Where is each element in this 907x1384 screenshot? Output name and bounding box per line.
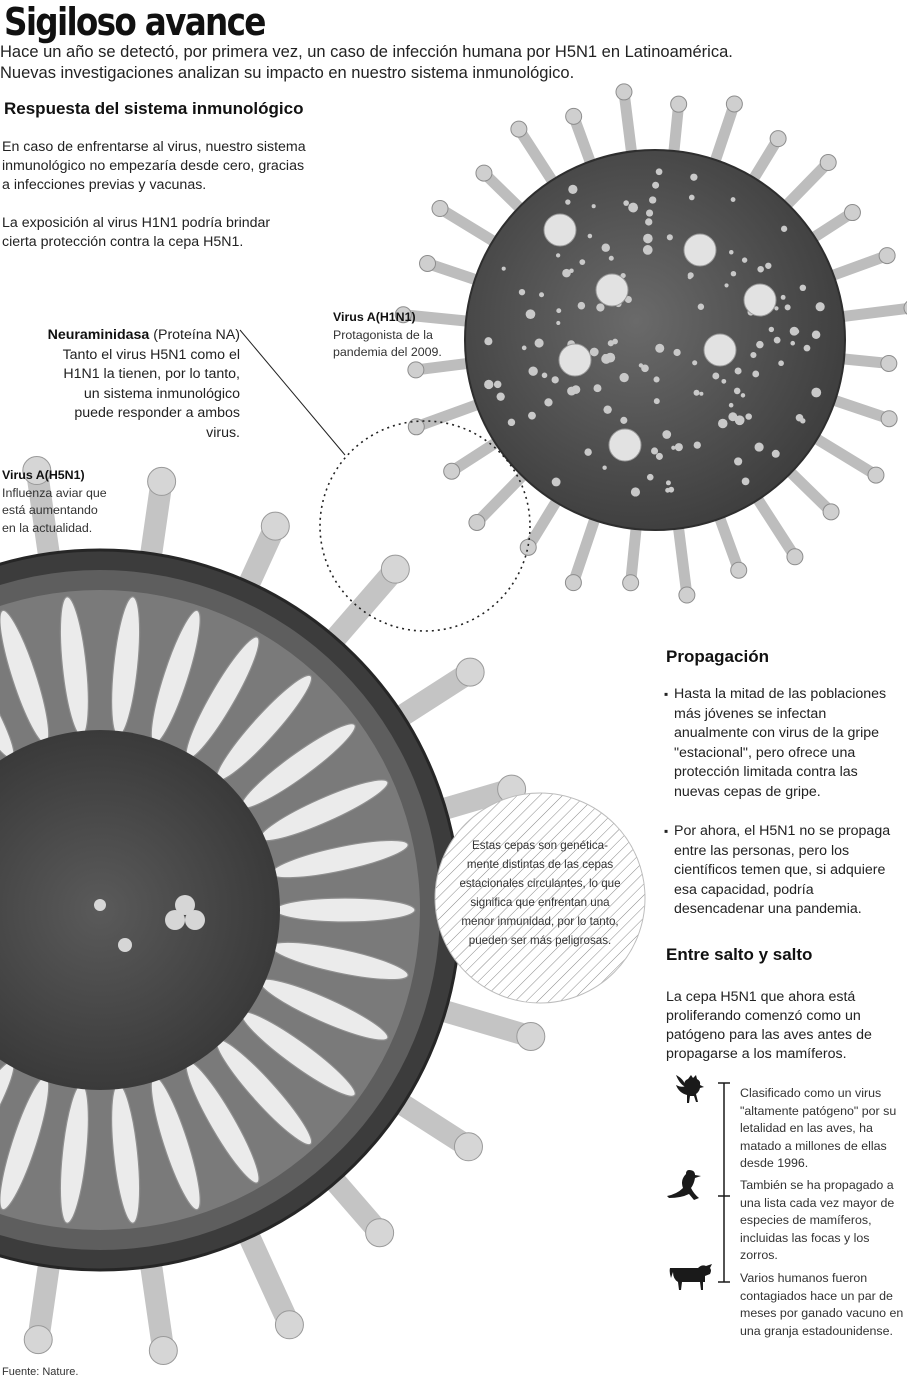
h1n1-surface-dot — [673, 349, 680, 356]
timeline-item-mammals: También se ha propagado a una lista cada vez mayor de especies de mamíferos, incluidas las focas y los zorros. — [740, 1178, 895, 1262]
salto-heading: Entre salto y salto — [666, 945, 813, 964]
h5n1-spike — [436, 1009, 531, 1037]
h1n1-surface-dot — [731, 197, 736, 202]
h1n1-surface-dot — [592, 204, 596, 208]
h1n1-surface-dot — [734, 457, 742, 465]
h1n1-surface-dot — [790, 341, 795, 346]
h1n1-spike-head — [420, 256, 436, 272]
h1n1-surface-dot — [804, 345, 811, 352]
cow-icon — [670, 1264, 712, 1290]
h1n1-surface-dot — [602, 243, 610, 251]
h1n1-surface-dot — [772, 450, 780, 458]
h1n1-surface-dot — [675, 443, 683, 451]
h1n1-spike-head — [432, 201, 448, 217]
h1n1-surface-dot — [519, 289, 525, 295]
h1n1-surface-dot — [556, 253, 560, 257]
rooster-icon — [676, 1075, 704, 1103]
source-note: Fuente: Nature. — [2, 1366, 79, 1378]
h5n1-spike-head — [24, 1326, 52, 1354]
h1n1-surface-dot — [721, 379, 726, 384]
h1n1-spike-head — [731, 562, 747, 578]
h1n1-surface-dot — [565, 199, 570, 204]
h1n1-surface-dot — [781, 295, 786, 300]
respuesta-paragraph-1: En caso de enfrentarse al virus, nuestro sistema inmunológico no empezaría desde cero, gracias a infecciones previas y vacunas. — [2, 139, 306, 193]
h1n1-spike-head — [726, 96, 742, 112]
h1n1-surface-dot — [602, 466, 606, 470]
h1n1-surface-dot — [690, 174, 697, 181]
h1n1-surface-dot — [667, 234, 673, 240]
h1n1-surface-dot — [750, 352, 756, 358]
h1n1-surface-dot — [654, 376, 660, 382]
h1n1-protein-cluster — [596, 274, 628, 306]
h1n1-surface-dot — [526, 309, 536, 319]
h1n1-surface-dot — [556, 308, 561, 313]
page-title: Sigiloso avance — [4, 0, 265, 44]
h1n1-spike-head — [823, 504, 839, 520]
h1n1-spike — [573, 511, 597, 583]
neuraminidasa-qualifier: (Proteína NA) — [149, 327, 240, 343]
h1n1-surface-dot — [745, 413, 751, 419]
h1n1-surface-dot — [699, 392, 703, 396]
h1n1-surface-dot — [522, 346, 527, 351]
h1n1-spike-head — [770, 131, 786, 147]
h1n1-surface-dot — [552, 478, 561, 487]
subtitle-line-2: Nuevas investigaciones analizan su impacto en nuestro sistema inmunológico. — [0, 64, 575, 82]
h1n1-surface-dot — [588, 234, 593, 239]
h1n1-surface-dot — [609, 256, 614, 261]
subtitle-line-1: Hace un año se detectó, por primera vez, un caso de infección humana por H5N1 en Latinoamérica. — [0, 43, 733, 61]
h1n1-surface-dot — [484, 337, 492, 345]
h1n1-surface-dot — [785, 304, 791, 310]
h1n1-surface-dot — [724, 283, 728, 287]
callout-text: Estas cepas son genética- mente distintas de las cepas estacionales circulantes, lo que significa que enfrentan una menor inmunidad, por lo tanto, pueden ser más peligrosas. — [459, 839, 621, 947]
h1n1-surface-dot — [694, 441, 701, 448]
h5n1-annotation — [2, 467, 112, 537]
h1n1-surface-dot — [712, 373, 719, 380]
h1n1-surface-dot — [647, 474, 654, 481]
h1n1-surface-dot — [735, 367, 742, 374]
h1n1-spike-head — [844, 205, 860, 221]
h1n1-spike-head — [469, 514, 485, 530]
h5n1-spike-head — [456, 658, 484, 686]
h1n1-surface-dot — [578, 302, 586, 310]
h1n1-surface-dot — [794, 329, 799, 334]
h1n1-surface-dot — [651, 447, 658, 454]
timeline-item-humans: Varios humanos fueron contagiados hace un par de meses por ganado vacuno en una granja estadounidense. — [740, 1271, 904, 1338]
h1n1-surface-dot — [623, 200, 629, 206]
h1n1-surface-dot — [756, 341, 764, 349]
h5n1-spike-head — [517, 1022, 545, 1050]
h1n1-surface-dot — [584, 448, 591, 455]
h1n1-surface-dot — [620, 373, 629, 382]
h1n1-surface-dot — [769, 327, 774, 332]
seal-icon — [667, 1170, 701, 1200]
h1n1-surface-dot — [742, 477, 750, 485]
respuesta-heading: Respuesta del sistema inmunológico — [4, 99, 304, 118]
propagacion-heading: Propagación — [666, 647, 769, 666]
h1n1-virus-image — [395, 84, 907, 603]
h1n1-surface-dot — [742, 257, 747, 262]
h1n1-surface-dot — [662, 430, 671, 439]
h1n1-protein-cluster — [744, 284, 776, 316]
h1n1-surface-dot — [757, 266, 764, 273]
h1n1-surface-dot — [544, 398, 552, 406]
h1n1-spike — [753, 491, 795, 557]
propagacion-list — [664, 685, 904, 940]
h5n1-spike-head — [366, 1219, 394, 1247]
h1n1-surface-dot — [528, 412, 536, 420]
h1n1-protein-cluster — [684, 234, 716, 266]
h5n1-spike-head — [149, 1336, 177, 1364]
h1n1-surface-dot — [655, 344, 664, 353]
h1n1-surface-dot — [484, 380, 493, 389]
h1n1-surface-dot — [596, 303, 604, 311]
h1n1-surface-dot — [811, 388, 821, 398]
h1n1-surface-dot — [671, 446, 675, 450]
h1n1-surface-dot — [731, 271, 736, 276]
h1n1-protein-cluster — [704, 334, 736, 366]
h1n1-surface-dot — [734, 388, 741, 395]
h1n1-spike-head — [511, 121, 527, 137]
neuraminidasa-leader-line — [240, 330, 345, 455]
h1n1-surface-dot — [631, 487, 640, 496]
h1n1-surface-dot — [692, 360, 697, 365]
h1n1-surface-dot — [729, 250, 734, 255]
h1n1-surface-dot — [741, 393, 745, 397]
h1n1-surface-dot — [778, 360, 784, 366]
h1n1-spike-head — [476, 165, 492, 181]
h1n1-spike-head — [881, 411, 897, 427]
h1n1-surface-dot — [590, 348, 599, 357]
h1n1-surface-dot — [494, 381, 502, 389]
h1n1-protein-cluster — [609, 429, 641, 461]
h1n1-surface-dot — [729, 403, 734, 408]
h5n1-petal — [275, 898, 415, 922]
respuesta-paragraph-2: La exposición al virus H1N1 podría brindar cierta protección contra la cepa H5N1. — [2, 215, 271, 250]
h1n1-surface-dot — [569, 269, 574, 274]
salto-intro: La cepa H5N1 que ahora está proliferando comenzó como un patógeno para las aves antes de propagarse a los mamíferos. — [666, 989, 872, 1062]
h1n1-surface-dot — [568, 185, 577, 194]
h1n1-surface-dot — [656, 168, 663, 175]
h1n1-surface-dot — [608, 340, 614, 346]
h1n1-protein-cluster — [544, 214, 576, 246]
h1n1-surface-dot — [774, 306, 778, 310]
propagacion-bullet-1: ▪ Hasta la mitad de las poblaciones más jóvenes se infectan anualmente con virus de la gripe "estacional", pero ofrece una protección limitada contra las nuevas cepas de gripe. — [664, 685, 904, 802]
h5n1-spike — [245, 1228, 289, 1324]
h5n1-spike-head — [261, 512, 289, 540]
h1n1-surface-dot — [694, 390, 700, 396]
h1n1-surface-dot — [656, 453, 663, 460]
h1n1-surface-dot — [528, 367, 537, 376]
h1n1-surface-dot — [605, 353, 615, 363]
h1n1-surface-dot — [654, 398, 660, 404]
h1n1-surface-dot — [765, 263, 771, 269]
h1n1-surface-dot — [603, 405, 611, 413]
h1n1-surface-dot — [508, 419, 515, 426]
h1n1-surface-dot — [645, 218, 652, 225]
page-subtitle — [0, 42, 900, 84]
neuraminidasa-annotation — [45, 326, 240, 443]
h1n1-surface-dot — [728, 412, 737, 421]
h1n1-surface-dot — [752, 371, 759, 378]
h1n1-surface-dot — [552, 376, 559, 383]
h1n1-spike — [477, 469, 529, 523]
h1n1-spike — [834, 308, 907, 318]
h1n1-surface-dot — [502, 267, 506, 271]
h1n1-surface-dot — [646, 209, 653, 216]
h1n1-surface-dot — [535, 339, 544, 348]
h1n1-spike-head — [520, 539, 536, 555]
timeline-item-birds: Clasificado como un virus "altamente patógeno" por su letalidad en las aves, ha matado a millones de ellas desde 1996. — [740, 1086, 897, 1170]
h1n1-text: Protagonista de la pandemia del 2009. — [333, 327, 442, 359]
h1n1-surface-dot — [816, 302, 825, 311]
h1n1-surface-dot — [567, 387, 576, 396]
h1n1-surface-dot — [643, 234, 653, 244]
h5n1-spike-head — [275, 1311, 303, 1339]
h1n1-spike-head — [679, 587, 695, 603]
h5n1-spike-head — [454, 1133, 482, 1161]
h1n1-spike — [809, 434, 876, 475]
h1n1-spike-head — [879, 248, 895, 264]
h1n1-spike-head — [444, 463, 460, 479]
h1n1-surface-dot — [649, 196, 656, 203]
h1n1-surface-dot — [755, 443, 764, 452]
h1n1-surface-dot — [643, 245, 653, 255]
h1n1-surface-dot — [628, 203, 638, 213]
h1n1-spike-head — [623, 575, 639, 591]
h1n1-spike-head — [820, 155, 836, 171]
h1n1-spike — [416, 402, 486, 427]
h5n1-text: Influenza aviar que está aumentando en la actualidad. — [2, 485, 107, 535]
h1n1-surface-dot — [539, 292, 544, 297]
h1n1-surface-dot — [688, 272, 694, 278]
h1n1-surface-dot — [774, 337, 781, 344]
h1n1-annotation — [333, 309, 448, 362]
h5n1-spike-head — [148, 467, 176, 495]
h1n1-surface-dot — [620, 417, 627, 424]
h1n1-spike-head — [408, 419, 424, 435]
h5n1-label: Virus A(H5N1) — [2, 468, 85, 482]
h1n1-surface-dot — [800, 418, 805, 423]
h1n1-spike-head — [566, 108, 582, 124]
h1n1-surface-dot — [668, 487, 674, 493]
h1n1-spike-head — [787, 549, 803, 565]
h1n1-surface-dot — [800, 285, 806, 291]
h5n1-spike — [329, 569, 395, 645]
h1n1-surface-dot — [639, 363, 643, 367]
h1n1-surface-dot — [497, 392, 505, 400]
h1n1-spike — [677, 519, 687, 595]
h1n1-surface-dot — [542, 373, 548, 379]
h1n1-surface-dot — [718, 419, 728, 429]
neuraminidasa-text: Tanto el virus H5N1 como el H1N1 la tienen, por lo tanto, un sistema inmunológico puede responder a ambos virus. — [62, 346, 240, 441]
h1n1-spike-head — [616, 84, 632, 100]
h1n1-spike-head — [881, 355, 897, 371]
h1n1-spike-head — [565, 575, 581, 591]
h1n1-surface-dot — [556, 321, 560, 325]
h5n1-spike-head — [381, 555, 409, 583]
h1n1-spike-head — [408, 362, 424, 378]
h1n1-surface-dot — [812, 330, 821, 339]
h1n1-surface-dot — [652, 182, 659, 189]
neuraminidasa-dotted-circle — [320, 421, 530, 631]
neuraminidasa-label: Neuraminidasa — [47, 327, 150, 343]
h1n1-surface-dot — [689, 195, 695, 201]
h1n1-surface-dot — [781, 226, 787, 232]
h1n1-surface-dot — [594, 384, 602, 392]
h1n1-label: Virus A(H1N1) — [333, 310, 416, 324]
h1n1-protein-cluster — [559, 344, 591, 376]
h1n1-surface-dot — [698, 304, 704, 310]
propagacion-bullet-2: ▪ Por ahora, el H5N1 no se propaga entre las personas, pero los científicos temen que, si adquiere esa capacidad, podría desencadenar una pandemia. — [664, 822, 904, 920]
h1n1-spike-head — [868, 467, 884, 483]
h1n1-surface-dot — [666, 480, 671, 485]
h1n1-surface-dot — [579, 259, 585, 265]
h1n1-spike-head — [671, 96, 687, 112]
